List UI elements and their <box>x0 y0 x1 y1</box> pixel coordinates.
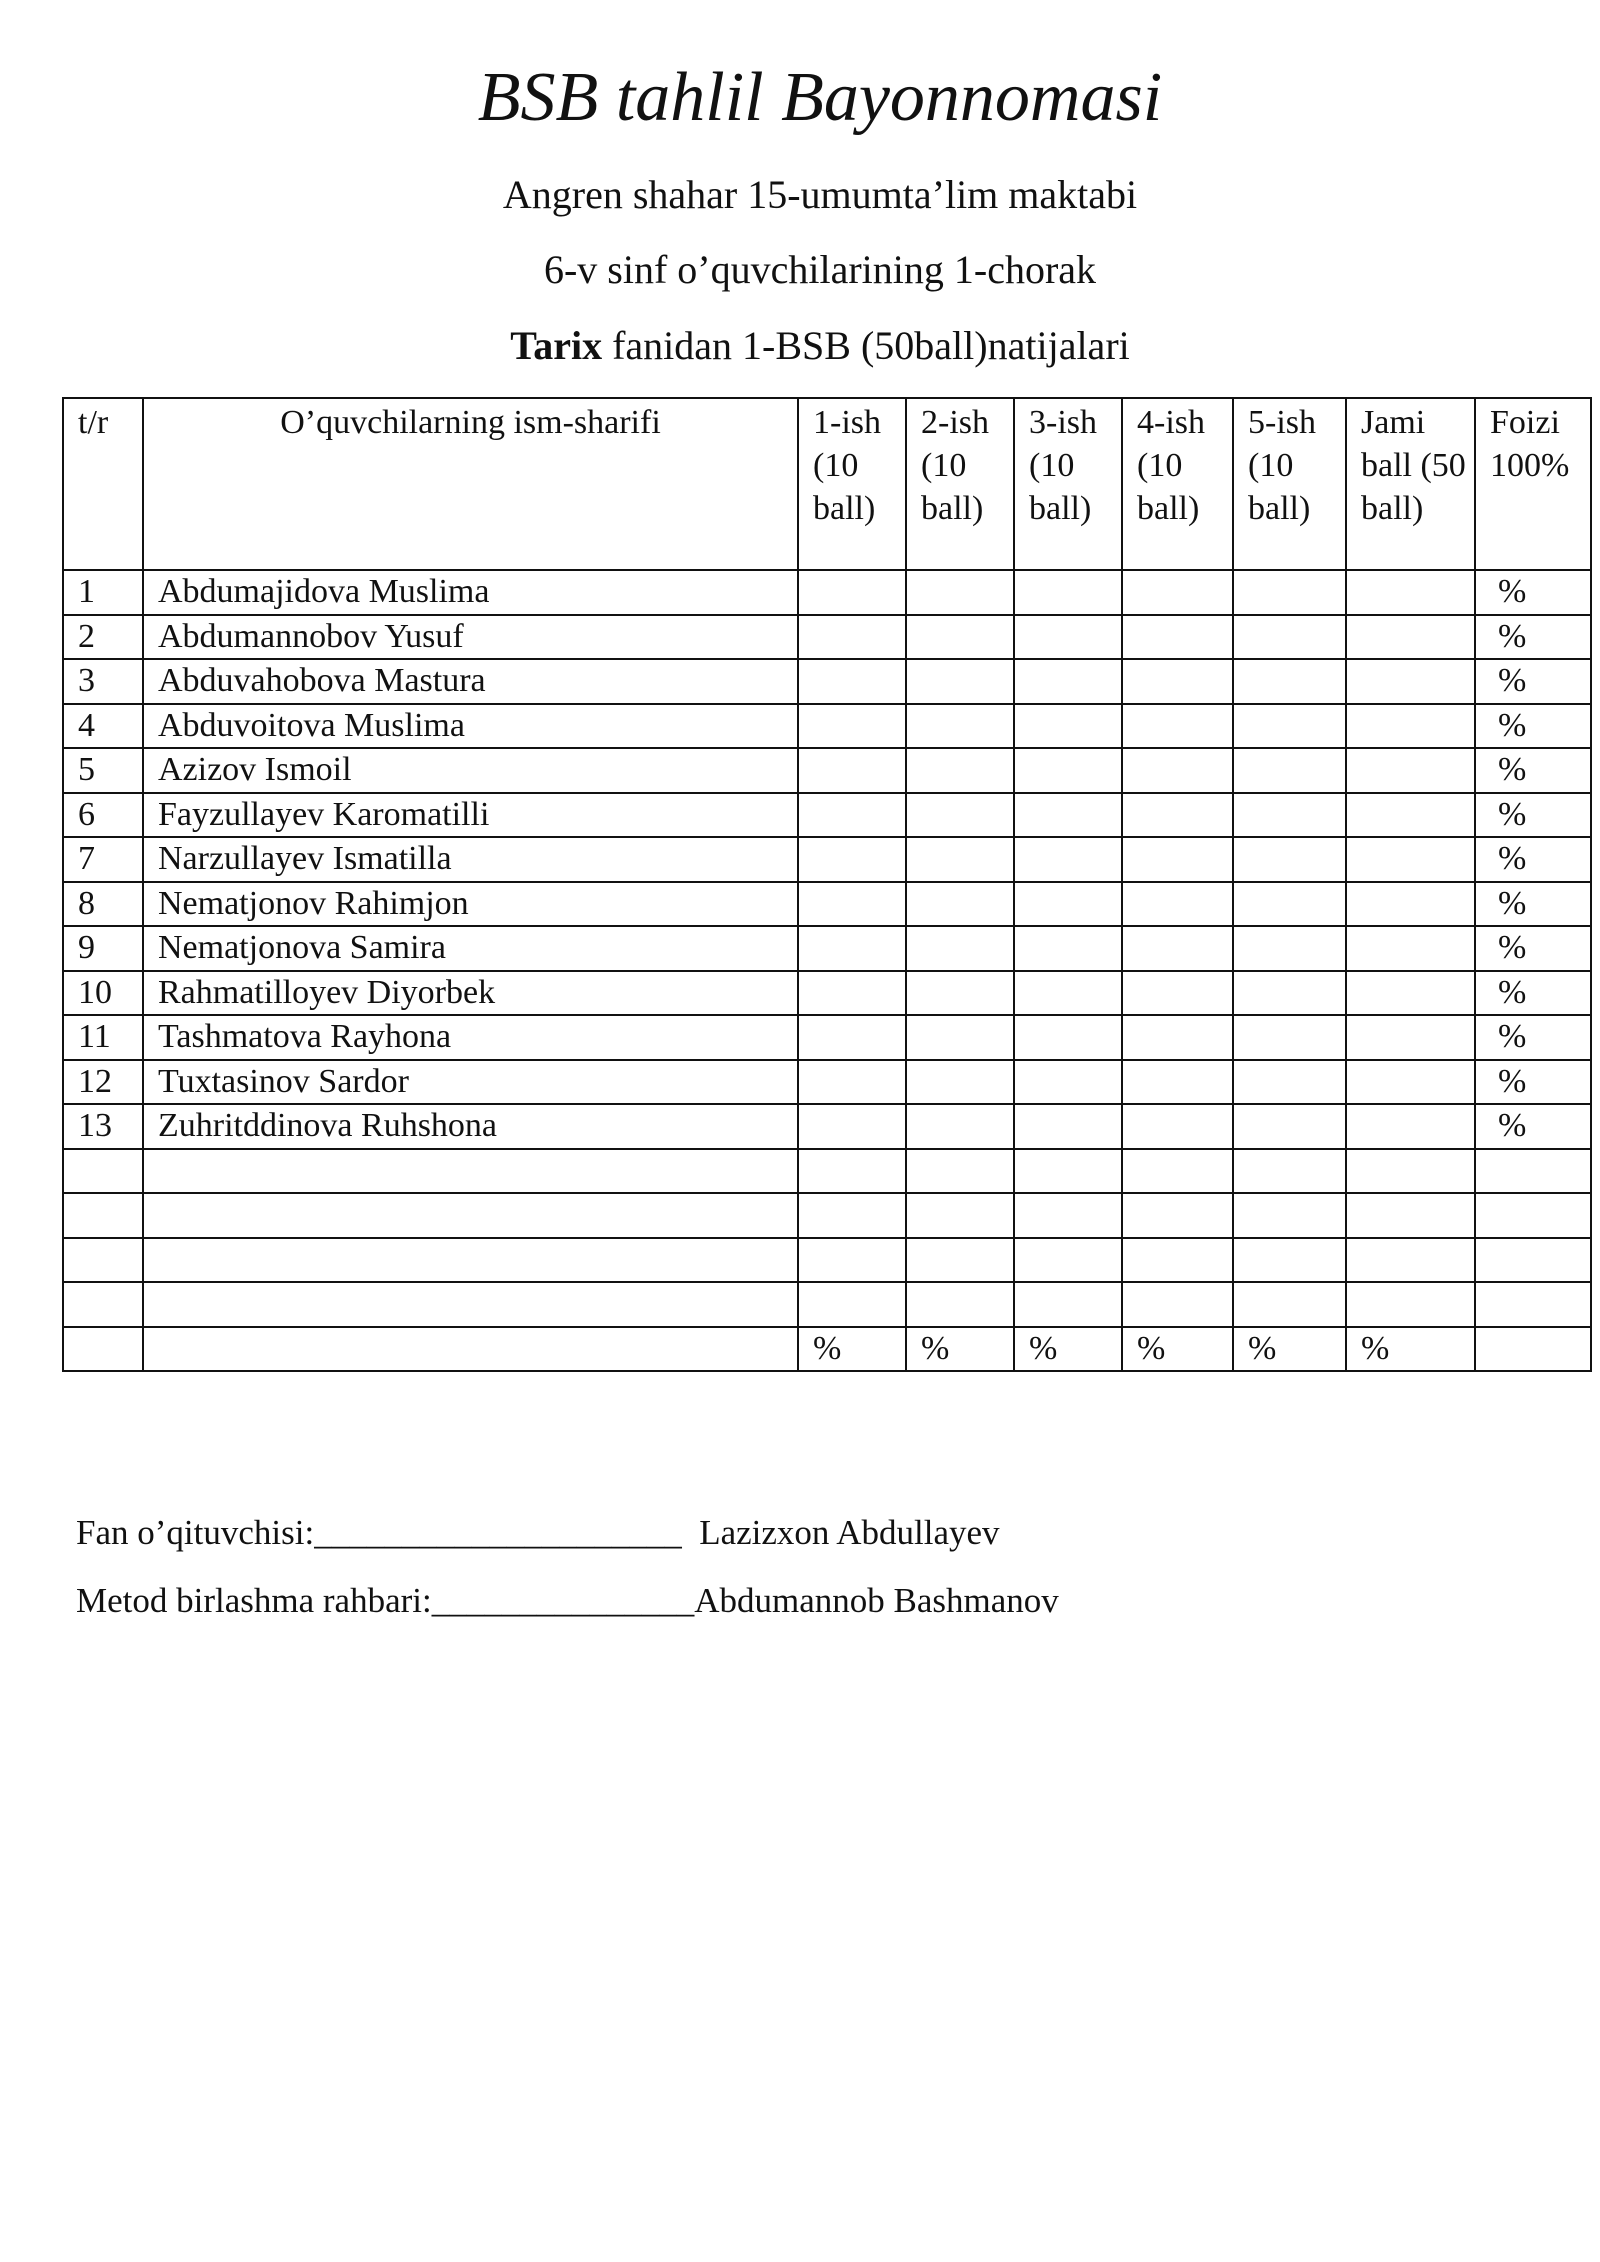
score-cell[interactable] <box>906 971 1014 1016</box>
table-row <box>63 615 1591 660</box>
score-cell[interactable] <box>1122 926 1233 971</box>
empty-cell[interactable] <box>143 1193 798 1238</box>
col-header-total: Jami ball (50 ball) <box>1346 398 1475 570</box>
empty-cell[interactable] <box>906 1149 1014 1194</box>
table-row <box>63 793 1591 838</box>
total-cell[interactable] <box>1346 971 1475 1016</box>
empty-cell[interactable] <box>1122 1282 1233 1327</box>
empty-cell[interactable] <box>1014 1149 1122 1194</box>
table-row <box>63 748 1591 793</box>
score-cell[interactable] <box>1233 1015 1346 1060</box>
empty-cell[interactable] <box>1475 1238 1591 1283</box>
row-number: 10 <box>63 971 143 1016</box>
col-header-num: t/r <box>63 398 143 570</box>
score-cell[interactable] <box>1233 570 1346 615</box>
row-number: 3 <box>63 659 143 704</box>
results-table <box>62 397 1592 1372</box>
summary-work-1: % <box>798 1327 906 1372</box>
student-name: Abduvahobova Mastura <box>143 659 798 704</box>
row-number: 1 <box>63 570 143 615</box>
student-name: Nematjonov Rahimjon <box>143 882 798 927</box>
empty-cell[interactable] <box>143 1149 798 1194</box>
empty-cell[interactable] <box>63 1149 143 1194</box>
total-cell[interactable] <box>1346 704 1475 749</box>
teacher-name: Lazizxon Abdullayev <box>681 1513 1000 1552</box>
score-cell[interactable] <box>798 1104 906 1149</box>
empty-cell[interactable] <box>1122 1149 1233 1194</box>
student-name: Tuxtasinov Sardor <box>143 1060 798 1105</box>
head-label: Metod birlashma rahbari: <box>76 1581 432 1620</box>
empty-cell[interactable] <box>1475 1282 1591 1327</box>
percent-cell: % <box>1475 615 1591 660</box>
student-name: Abduvoitova Muslima <box>143 704 798 749</box>
empty-cell[interactable] <box>1346 1193 1475 1238</box>
total-cell[interactable] <box>1346 793 1475 838</box>
empty-cell[interactable] <box>1475 1327 1591 1372</box>
score-cell[interactable] <box>906 704 1014 749</box>
score-cell[interactable] <box>798 926 906 971</box>
score-cell[interactable] <box>798 882 906 927</box>
subject-line <box>0 322 1600 370</box>
score-cell[interactable] <box>1233 704 1346 749</box>
empty-cell[interactable] <box>143 1238 798 1283</box>
empty-row <box>63 1238 1591 1283</box>
row-number: 5 <box>63 748 143 793</box>
score-cell[interactable] <box>798 971 906 1016</box>
table-row <box>63 837 1591 882</box>
table-row <box>63 1015 1591 1060</box>
row-number: 4 <box>63 704 143 749</box>
empty-cell[interactable] <box>63 1193 143 1238</box>
percent-cell: % <box>1475 1015 1591 1060</box>
empty-cell[interactable] <box>906 1282 1014 1327</box>
row-number: 12 <box>63 1060 143 1105</box>
score-cell[interactable] <box>906 837 1014 882</box>
student-name: Abdumannobov Yusuf <box>143 615 798 660</box>
score-cell[interactable] <box>1014 570 1122 615</box>
empty-cell[interactable] <box>1233 1282 1346 1327</box>
score-cell[interactable] <box>1233 793 1346 838</box>
empty-cell[interactable] <box>63 1282 143 1327</box>
score-cell[interactable] <box>1233 971 1346 1016</box>
empty-cell[interactable] <box>1014 1193 1122 1238</box>
percent-cell: % <box>1475 570 1591 615</box>
summary-work-4: % <box>1122 1327 1233 1372</box>
student-name: Abdumajidova Muslima <box>143 570 798 615</box>
summary-row <box>63 1327 1591 1372</box>
score-cell[interactable] <box>1233 1060 1346 1105</box>
score-cell[interactable] <box>1014 748 1122 793</box>
total-cell[interactable] <box>1346 837 1475 882</box>
score-cell[interactable] <box>1233 1104 1346 1149</box>
empty-cell[interactable] <box>63 1238 143 1283</box>
score-cell[interactable] <box>1014 704 1122 749</box>
score-cell[interactable] <box>1014 971 1122 1016</box>
score-cell[interactable] <box>906 748 1014 793</box>
score-cell[interactable] <box>906 659 1014 704</box>
row-number: 11 <box>63 1015 143 1060</box>
col-header-work-4: 4-ish (10 ball) <box>1122 398 1233 570</box>
teacher-label: Fan o’qituvchisi: <box>76 1513 315 1552</box>
score-cell[interactable] <box>906 1060 1014 1105</box>
empty-cell[interactable] <box>1346 1238 1475 1283</box>
score-cell[interactable] <box>1122 570 1233 615</box>
summary-total: % <box>1346 1327 1475 1372</box>
col-header-work-2: 2-ish (10 ball) <box>906 398 1014 570</box>
score-cell[interactable] <box>1122 971 1233 1016</box>
total-cell[interactable] <box>1346 570 1475 615</box>
score-cell[interactable] <box>798 1060 906 1105</box>
empty-cell[interactable] <box>1233 1149 1346 1194</box>
table-row <box>63 1060 1591 1105</box>
head-signature-blank: _______________ <box>431 1581 695 1620</box>
score-cell[interactable] <box>1122 793 1233 838</box>
score-cell[interactable] <box>798 704 906 749</box>
score-cell[interactable] <box>906 926 1014 971</box>
summary-work-5: % <box>1233 1327 1346 1372</box>
student-name: Tashmatova Rayhona <box>143 1015 798 1060</box>
score-cell[interactable] <box>1122 704 1233 749</box>
table-row <box>63 570 1591 615</box>
empty-cell[interactable] <box>906 1238 1014 1283</box>
total-cell[interactable] <box>1346 1015 1475 1060</box>
empty-cell[interactable] <box>1346 1282 1475 1327</box>
empty-cell[interactable] <box>1014 1282 1122 1327</box>
total-cell[interactable] <box>1346 1104 1475 1149</box>
student-name: Zuhritddinova Ruhshona <box>143 1104 798 1149</box>
total-cell[interactable] <box>1346 659 1475 704</box>
percent-cell: % <box>1475 882 1591 927</box>
empty-cell[interactable] <box>798 1193 906 1238</box>
row-number: 2 <box>63 615 143 660</box>
score-cell[interactable] <box>1122 659 1233 704</box>
score-cell[interactable] <box>1014 1060 1122 1105</box>
empty-cell[interactable] <box>1475 1149 1591 1194</box>
percent-cell: % <box>1475 659 1591 704</box>
head-signature-line <box>76 1580 1059 1622</box>
score-cell[interactable] <box>1233 748 1346 793</box>
table-row <box>63 882 1591 927</box>
score-cell[interactable] <box>1122 615 1233 660</box>
row-number: 6 <box>63 793 143 838</box>
subject-name: Tarix <box>510 323 603 368</box>
score-cell[interactable] <box>798 793 906 838</box>
empty-row <box>63 1282 1591 1327</box>
empty-cell[interactable] <box>1475 1193 1591 1238</box>
table-row <box>63 926 1591 971</box>
head-name: Abdumannob Bashmanov <box>694 1581 1059 1620</box>
row-number: 7 <box>63 837 143 882</box>
total-cell[interactable] <box>1346 926 1475 971</box>
score-cell[interactable] <box>906 570 1014 615</box>
score-cell[interactable] <box>1233 882 1346 927</box>
table-row <box>63 704 1591 749</box>
score-cell[interactable] <box>798 659 906 704</box>
percent-cell: % <box>1475 704 1591 749</box>
empty-cell[interactable] <box>798 1238 906 1283</box>
score-cell[interactable] <box>1122 882 1233 927</box>
empty-cell[interactable] <box>1233 1193 1346 1238</box>
score-cell[interactable] <box>798 748 906 793</box>
score-cell[interactable] <box>906 1015 1014 1060</box>
student-name: Narzullayev Ismatilla <box>143 837 798 882</box>
score-cell[interactable] <box>1014 1104 1122 1149</box>
total-cell[interactable] <box>1346 882 1475 927</box>
empty-cell[interactable] <box>143 1282 798 1327</box>
empty-cell[interactable] <box>143 1327 798 1372</box>
score-cell[interactable] <box>798 570 906 615</box>
percent-cell: % <box>1475 926 1591 971</box>
score-cell[interactable] <box>798 837 906 882</box>
score-cell[interactable] <box>1122 1104 1233 1149</box>
total-cell[interactable] <box>1346 615 1475 660</box>
score-cell[interactable] <box>906 793 1014 838</box>
student-name: Rahmatilloyev Diyorbek <box>143 971 798 1016</box>
student-name: Azizov Ismoil <box>143 748 798 793</box>
col-header-name: O’quvchilarning ism-sharifi <box>143 398 798 570</box>
percent-cell: % <box>1475 1104 1591 1149</box>
score-cell[interactable] <box>1122 748 1233 793</box>
empty-cell[interactable] <box>906 1193 1014 1238</box>
subject-rest: fanidan 1-BSB (50ball)natijalari <box>602 323 1130 368</box>
score-cell[interactable] <box>1233 615 1346 660</box>
percent-cell: % <box>1475 971 1591 1016</box>
col-header-work-1: 1-ish (10 ball) <box>798 398 906 570</box>
score-cell[interactable] <box>1233 659 1346 704</box>
percent-cell: % <box>1475 748 1591 793</box>
student-name: Nematjonova Samira <box>143 926 798 971</box>
score-cell[interactable] <box>1122 837 1233 882</box>
score-cell[interactable] <box>1014 882 1122 927</box>
teacher-signature-blank: _____________________ <box>314 1513 682 1552</box>
percent-cell: % <box>1475 837 1591 882</box>
empty-cell[interactable] <box>1122 1238 1233 1283</box>
score-cell[interactable] <box>906 615 1014 660</box>
row-number: 13 <box>63 1104 143 1149</box>
score-cell[interactable] <box>1014 926 1122 971</box>
col-header-work-5: 5-ish (10 ball) <box>1233 398 1346 570</box>
score-cell[interactable] <box>1014 615 1122 660</box>
empty-cell[interactable] <box>798 1149 906 1194</box>
score-cell[interactable] <box>1122 1015 1233 1060</box>
empty-cell[interactable] <box>1233 1238 1346 1283</box>
summary-work-2: % <box>906 1327 1014 1372</box>
score-cell[interactable] <box>1233 837 1346 882</box>
percent-cell: % <box>1475 1060 1591 1105</box>
empty-cell[interactable] <box>1122 1193 1233 1238</box>
student-name: Fayzullayev Karomatilli <box>143 793 798 838</box>
empty-cell[interactable] <box>63 1327 143 1372</box>
page-title: BSB tahlil Bayonnomasi <box>477 59 1163 136</box>
score-cell[interactable] <box>906 1104 1014 1149</box>
score-cell[interactable] <box>1014 793 1122 838</box>
table-row <box>63 659 1591 704</box>
class-line: 6-v sinf o’quvchilarining 1-chorak <box>543 247 1097 292</box>
col-header-work-3: 3-ish (10 ball) <box>1014 398 1122 570</box>
summary-work-3: % <box>1014 1327 1122 1372</box>
percent-cell: % <box>1475 793 1591 838</box>
empty-cell[interactable] <box>1014 1238 1122 1283</box>
empty-row <box>63 1193 1591 1238</box>
row-number: 9 <box>63 926 143 971</box>
header-row <box>63 398 1591 570</box>
score-cell[interactable] <box>1014 837 1122 882</box>
total-cell[interactable] <box>1346 1060 1475 1105</box>
school-line: Angren shahar 15-umumta’lim maktabi <box>502 172 1138 217</box>
row-number: 8 <box>63 882 143 927</box>
empty-row <box>63 1149 1591 1194</box>
total-cell[interactable] <box>1346 748 1475 793</box>
teacher-signature-line <box>76 1512 1000 1554</box>
score-cell[interactable] <box>798 615 906 660</box>
score-cell[interactable] <box>798 1015 906 1060</box>
score-cell[interactable] <box>1122 1060 1233 1105</box>
score-cell[interactable] <box>1014 1015 1122 1060</box>
col-header-percent: Foizi 100% <box>1475 398 1591 570</box>
score-cell[interactable] <box>1014 659 1122 704</box>
score-cell[interactable] <box>1233 926 1346 971</box>
score-cell[interactable] <box>906 882 1014 927</box>
empty-cell[interactable] <box>798 1282 906 1327</box>
empty-cell[interactable] <box>1346 1149 1475 1194</box>
table-row <box>63 971 1591 1016</box>
table-row <box>63 1104 1591 1149</box>
